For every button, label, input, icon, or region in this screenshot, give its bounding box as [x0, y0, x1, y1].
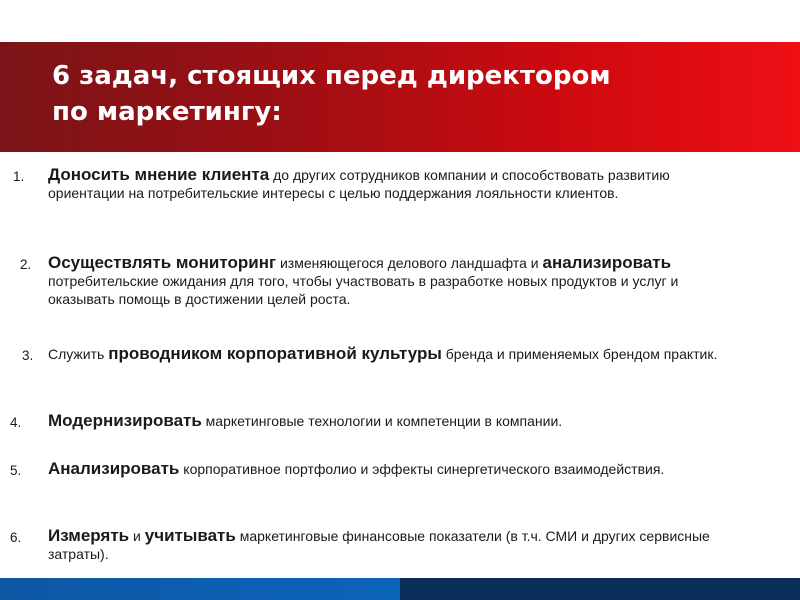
title-banner	[0, 42, 800, 152]
task-text	[48, 254, 748, 308]
task-lead: Доносить мнение клиента	[48, 165, 270, 184]
task-number: 6.	[10, 530, 22, 545]
task-text	[48, 412, 748, 430]
task-description: потребительские ожидания для того, чтобы участвовать в разработке новых продуктов и услуг и оказывать помощь в достижении целей роста.	[48, 273, 679, 307]
task-description: маркетинговые технологии и компетенции в компании.	[201, 413, 563, 429]
task-description: Служить	[48, 346, 109, 362]
footer-bar	[0, 578, 800, 600]
task-lead: Модернизировать	[48, 411, 202, 430]
task-lead: Измерять	[48, 526, 130, 545]
footer-bar-navy	[400, 578, 800, 600]
task-number: 5.	[10, 463, 22, 478]
task-number: 2.	[20, 257, 32, 272]
task-text	[48, 166, 748, 202]
slide-title	[52, 58, 611, 130]
task-lead: проводником корпоративной культуры	[108, 344, 442, 363]
task-description: бренда и применяемых брендом практик.	[441, 346, 718, 362]
task-lead: учитывать	[144, 526, 236, 545]
footer-bar-blue	[0, 578, 400, 600]
task-lead: Анализировать	[48, 459, 180, 478]
task-description: изменяющегося делового ландшафта и	[276, 255, 543, 271]
task-number: 1.	[13, 169, 25, 184]
slide-title-line-1: 6 задач, стоящих перед директором	[52, 61, 611, 91]
slide-title-line-2: по маркетингу:	[52, 97, 282, 127]
task-description: маркетинговые финансовые показатели (в т.ч. СМИ и других сервисные затраты).	[48, 528, 710, 562]
task-description: корпоративное портфолио и эффекты синергетического взаимодействия.	[179, 461, 665, 477]
task-lead: Осуществлять мониторинг	[48, 253, 277, 272]
task-text	[48, 345, 748, 363]
task-text	[48, 527, 748, 563]
task-description: до других сотрудников компании и способствовать развитию ориентации на потребительские интересы с целью поддержания лояльности клиентов.	[48, 167, 670, 201]
task-number: 4.	[10, 415, 22, 430]
task-number: 3.	[22, 348, 34, 363]
task-text	[48, 460, 748, 478]
task-description: и	[129, 528, 145, 544]
task-lead: анализировать	[542, 253, 672, 272]
